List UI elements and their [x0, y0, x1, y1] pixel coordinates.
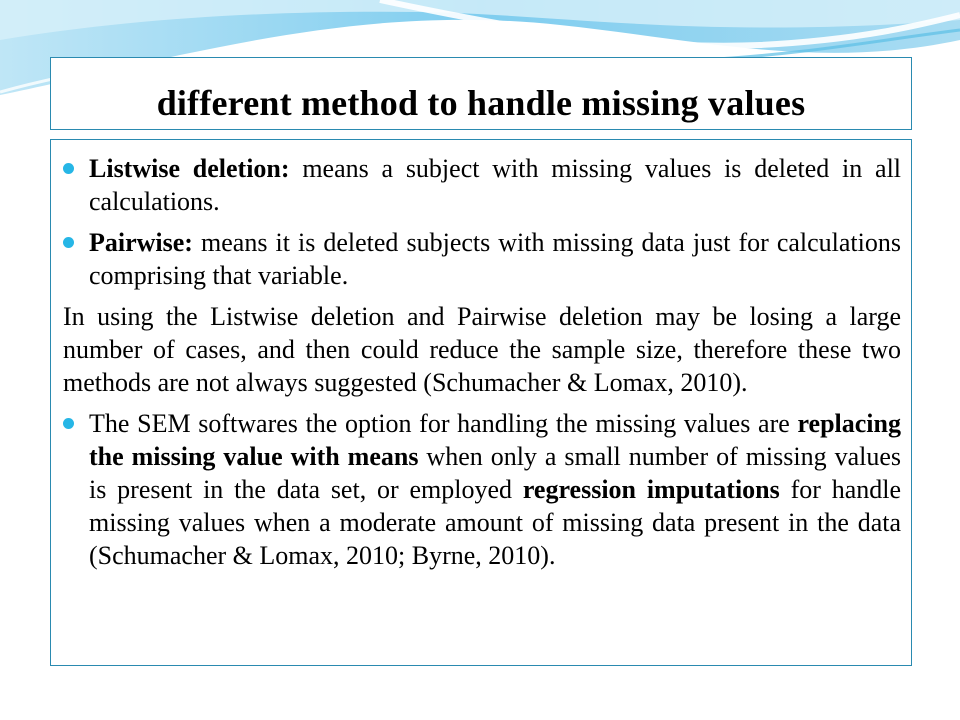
bullet-pairwise: [63, 226, 901, 292]
deletion-paragraph: In using the Listwise deletion and Pairwise deletion may be losing a large number of cases, and then could reduce the sample size, therefore these two methods are not always suggested (Schumacher & Lomax, 2010).: [63, 302, 901, 397]
listwise-text: means a subject with missing values is deleted in all calculations.: [89, 154, 902, 216]
sem-text-2: when only a small number of missing values is present in the data set, or employed: [89, 442, 902, 504]
pairwise-term: Pairwise:: [89, 228, 193, 257]
slide-title: different method to handle missing values: [156, 83, 806, 123]
pairwise-text: means it is deleted subjects with missing data just for calculations comprising that variable.: [89, 228, 901, 290]
bullet-dot-icon: [63, 418, 74, 429]
sem-text-3: for handle missing values when a moderate amount of missing data present in the data (Schumacher & Lomax, 2010; Byrne, 2010).: [89, 475, 902, 570]
content-box: [50, 139, 912, 666]
bullet-dot-icon: [63, 163, 74, 174]
title-box: [50, 57, 912, 130]
sem-bold-regression: regression imputations: [522, 475, 780, 504]
bullet-dot-icon: [63, 237, 74, 248]
sem-text-1: The SEM softwares the option for handling the missing values are: [89, 409, 798, 438]
listwise-term: Listwise deletion:: [89, 154, 290, 183]
bullet-listwise: [63, 152, 901, 218]
sem-bold-means: replacing the missing value with means: [89, 409, 901, 471]
bullet-sem: [63, 407, 901, 572]
